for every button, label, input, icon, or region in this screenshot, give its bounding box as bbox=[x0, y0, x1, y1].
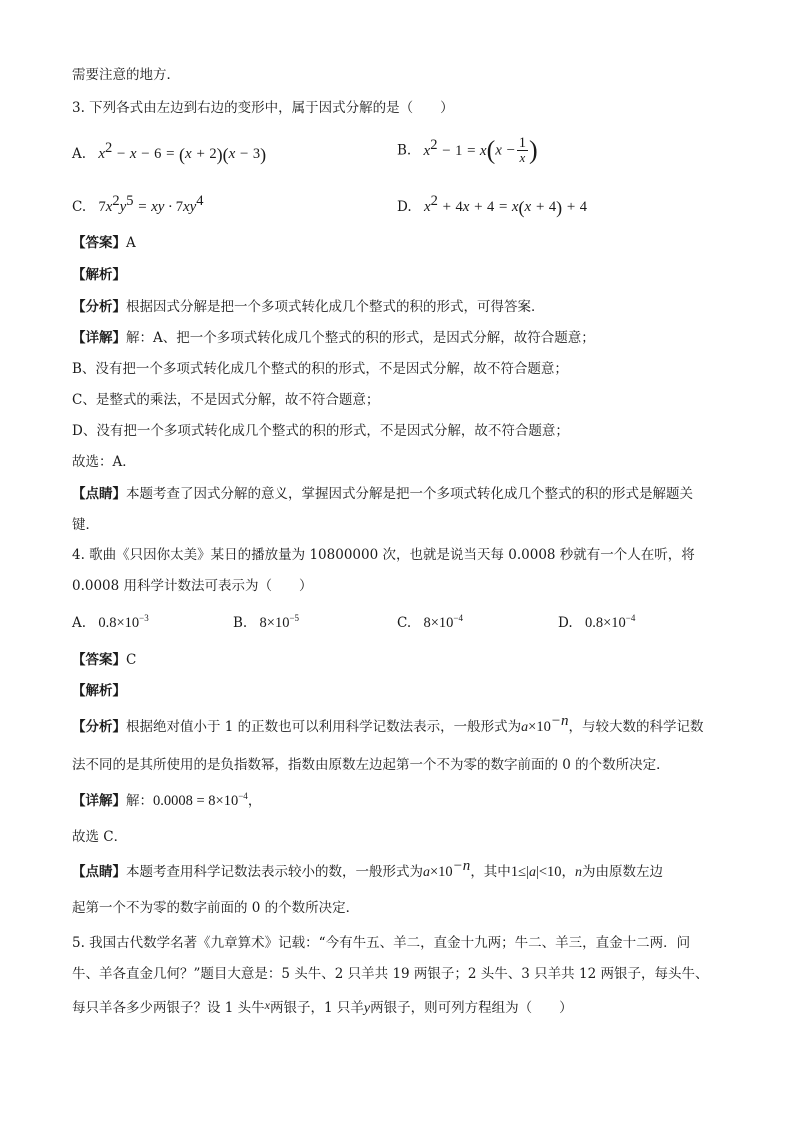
option-label: C. bbox=[397, 615, 412, 631]
q4-comment-cont: 起第一个不为零的数字前面的 0 的个数所决定． bbox=[72, 900, 360, 916]
q3-detail bbox=[72, 329, 595, 347]
q4-analysis-cont: 法不同的是其所使用的是负指数幂，指数由原数左边起第一个不为零的数字前面的 0 的个数所决定． bbox=[72, 757, 670, 773]
variable-n: n bbox=[575, 865, 583, 880]
q4-option-c: C. $8\times 10^{-4}$ bbox=[397, 613, 463, 631]
analysis-text: 根据因式分解是把一个多项式转化成几个整式的积的形式，可得答案． bbox=[126, 299, 545, 315]
q3-detail-b: B、没有把一个多项式转化成几个整式的积的形式，不是因式分解，故不符合题意； bbox=[72, 361, 568, 377]
option-label: A. bbox=[72, 146, 87, 162]
q3-comment bbox=[72, 485, 693, 503]
answer-tag: 【答案】 bbox=[72, 235, 126, 251]
comment-text-c: ， bbox=[561, 864, 576, 880]
detail-tag: 【详解】 bbox=[72, 793, 126, 809]
stem-text-b: 两银子，1 只羊 bbox=[270, 1000, 364, 1016]
q3-answer bbox=[72, 234, 136, 252]
q4-option-d: D. $0.8\times 10^{-4}$ bbox=[558, 613, 636, 631]
question-4-stem-cont: 0.0008 用科学计数法可表示为（ ） bbox=[72, 578, 313, 594]
analysis-tag: 【分析】 bbox=[72, 299, 126, 315]
option-label: B. bbox=[397, 142, 412, 159]
q4-option-a: A. $0.8\times 10^{-3}$ bbox=[72, 613, 149, 631]
q3-analysis-tag: 【解析】 bbox=[72, 267, 126, 283]
option-label: A. bbox=[72, 615, 87, 631]
analysis-tag: 【分析】 bbox=[72, 719, 126, 735]
q3-option-c: C. $7x^2y^5$ = xy · $7xy^4$ bbox=[72, 193, 204, 215]
q3-comment-cont: 键． bbox=[72, 517, 99, 533]
q4-analysis-tag: 【解析】 bbox=[72, 683, 126, 699]
option-label: D. bbox=[558, 615, 573, 631]
q3-choice: 故选：A． bbox=[72, 454, 136, 470]
comment-text: 本题考查了因式分解的意义，掌握因式分解是把一个多项式转化成几个整式的积的形式是解题关 bbox=[126, 486, 693, 502]
option-label: D. bbox=[397, 199, 412, 215]
q3-option-d: D. $x^2 + 4x + 4 = x(x + 4) + 4$ bbox=[397, 193, 587, 218]
variable-x: x bbox=[264, 998, 270, 1012]
q3-option-a: A. $x^2 - x - 6 = (x + 2)(x - 3)$ bbox=[72, 140, 267, 165]
comment-text-d: 为由原数左边 bbox=[582, 864, 664, 880]
q4-answer bbox=[72, 651, 136, 669]
answer-value: A bbox=[126, 235, 136, 251]
option-label: C. bbox=[72, 199, 87, 215]
answer-tag: 【答案】 bbox=[72, 652, 126, 668]
q4-choice: 故选 C． bbox=[72, 829, 128, 845]
detail-text: 解：A、把一个多项式转化成几个整式的积的形式，是因式分解，故符合题意； bbox=[126, 330, 595, 346]
question-4-stem: 4. 歌曲《只因你太美》某日的播放量为 10800000 次，也就是说当天每 0.0008 秒就有一个人在听，将 bbox=[72, 547, 695, 563]
detail-text: 解： bbox=[126, 793, 153, 809]
question-3-stem: 3. 下列各式由左边到右边的变形中，属于因式分解的是（ ） bbox=[72, 100, 454, 116]
q3-analysis bbox=[72, 298, 545, 316]
stem-text-c: 两银子，则可列方程组为（ ） bbox=[370, 1000, 573, 1016]
q4-comment: 【点睛】本题考查用科学记数法表示较小的数，一般形式为$a\times 10^{-n}$，其中1≤|a|<10，n为由原数左边 bbox=[72, 858, 664, 880]
answer-value: C bbox=[126, 652, 137, 668]
comment-tag: 【点睛】 bbox=[72, 486, 126, 502]
stem-text-a: 每只羊各多少两银子？设 1 头牛 bbox=[72, 1000, 265, 1016]
option-label: B. bbox=[233, 615, 248, 631]
detail-tag: 【详解】 bbox=[72, 330, 126, 346]
analysis-text-cont: ，与较大数的科学记数 bbox=[568, 719, 704, 735]
comment-text-b: ，其中 bbox=[470, 864, 511, 880]
q3-detail-c: C、是整式的乘法，不是因式分解，故不符合题意； bbox=[72, 392, 380, 408]
question-5-stem: 5. 我国古代数学名著《九章算术》记载：“今有牛五、羊二，直金十九两；牛二、羊三，直金十二两．问 bbox=[72, 935, 691, 951]
text-line: 需要注意的地方． bbox=[72, 67, 180, 83]
variable-y: y bbox=[363, 1001, 371, 1016]
analysis-text: 根据绝对值小于 1 的正数也可以利用科学记数法表示，一般形式为 bbox=[126, 719, 522, 735]
q3-option-b: B. $x^2 - 1 = x(x$ − $\frac{1}{x}$ ) bbox=[397, 135, 538, 165]
comment-tag: 【点睛】 bbox=[72, 864, 126, 880]
q4-option-b: B. $8\times 10^{-5}$ bbox=[233, 613, 300, 631]
q4-detail: 【详解】解：$0.0008 = 8\times 10^{-4}$， bbox=[72, 791, 262, 809]
q3-detail-d: D、没有把一个多项式转化成几个整式的积的形式，不是因式分解，故不符合题意； bbox=[72, 423, 569, 439]
q4-analysis: 【分析】根据绝对值小于 1 的正数也可以利用科学记数法表示，一般形式为$a\times 10^{-n}$，与较大数的科学记数 bbox=[72, 713, 704, 735]
question-5-stem-3 bbox=[72, 996, 573, 1018]
question-5-stem-2: 牛、羊各直金几何？”题目大意是：5 头牛、2 只羊共 19 两银子；2 头牛、3 只羊共 12 两银子，每头牛、 bbox=[72, 966, 709, 982]
comment-text: 本题考查用科学记数法表示较小的数，一般形式为 bbox=[126, 864, 423, 880]
